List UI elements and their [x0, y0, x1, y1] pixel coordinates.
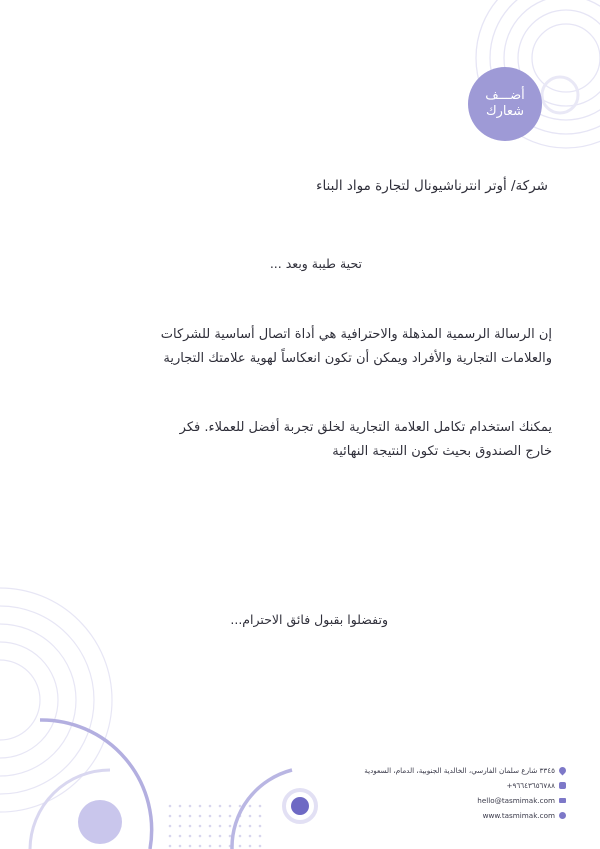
footer-email[interactable]: hello@tasmimak.com — [477, 796, 555, 805]
phone-icon — [559, 782, 566, 789]
body-paragraph-1-line-2: والعلامات التجارية والأفراد ويمكن أن تكون انعكاساً لهوية علامتك التجارية — [163, 351, 552, 366]
footer-address: ٣٣٤٥ شارع سلمان الفارسي، الخالدية الجنوبية، الدمام، السعودية — [364, 766, 555, 775]
recipient-company: شركة/ أوتر انترناشيونال لتجارة مواد البناء — [316, 178, 548, 194]
greeting: تحية طيبة وبعد ... — [269, 256, 362, 271]
mail-icon — [559, 798, 566, 803]
logo-placeholder[interactable] — [468, 67, 542, 141]
logo-text-line1: أضـــف — [485, 87, 525, 103]
footer-address-row — [316, 763, 566, 778]
footer-phone-row — [316, 778, 566, 793]
footer-email-row[interactable] — [316, 793, 566, 808]
dot-grid — [169, 805, 262, 848]
logo-text-line2: شعارك — [485, 104, 525, 119]
footer-website[interactable]: www.tasmimak.com — [482, 811, 555, 820]
globe-icon — [559, 812, 566, 819]
footer-website-row[interactable] — [316, 808, 566, 823]
location-pin-icon — [558, 766, 568, 776]
body-paragraph-2-line-2: خارج الصندوق بحيث تكون النتيجة النهائية — [332, 444, 552, 459]
body-paragraph-1-line-1: إن الرسالة الرسمية المذهلة والاحترافية هي أداة اتصال أساسية للشركات — [160, 327, 552, 342]
body-paragraph-2-line-1: يمكنك استخدام تكامل العلامة التجارية لخلق تجربة أفضل للعملاء. فكر — [179, 420, 552, 435]
closing-line: وتفضلوا بقبول فائق الاحترام... — [230, 612, 388, 627]
footer-phone: +٩٦٦٤٣٦٥٦٧٨٨ — [506, 781, 555, 790]
footer-contact — [316, 763, 566, 823]
body-paragraph-1 — [161, 323, 552, 371]
body-paragraph-2 — [180, 416, 552, 464]
